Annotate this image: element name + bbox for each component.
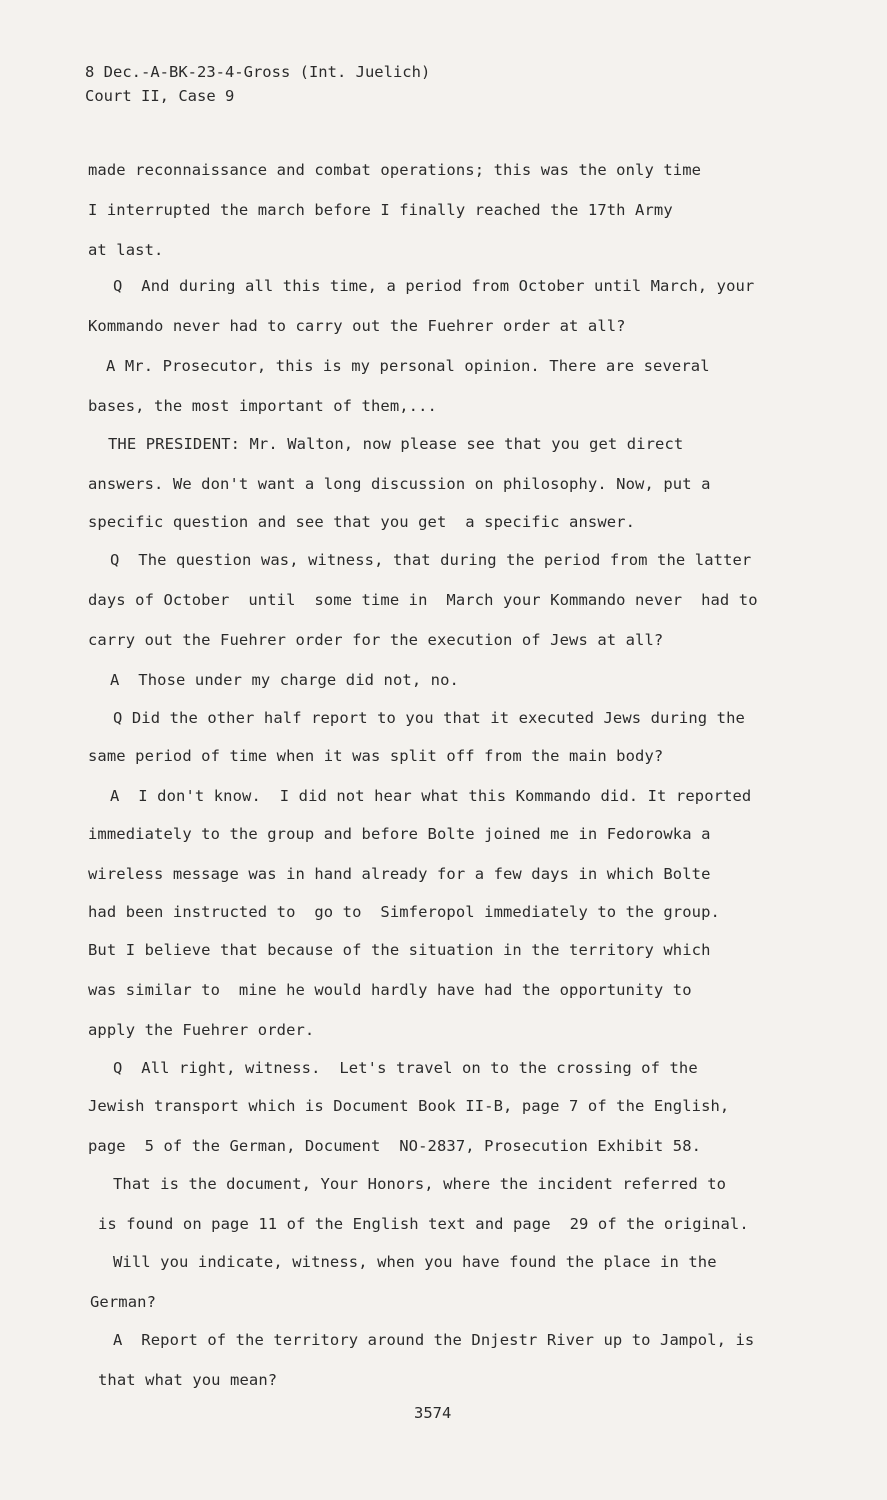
text-line: same period of time when it was split off from the main body?	[88, 747, 664, 765]
text-line: Will you indicate, witness, when you have found the place in the	[113, 1253, 717, 1271]
text-line: THE PRESIDENT: Mr. Walton, now please see that you get direct	[108, 435, 684, 453]
text-line: is found on page 11 of the English text and page 29 of the original.	[98, 1215, 749, 1233]
text-line: A I don't know. I did not hear what this Kommando did. It reported	[110, 787, 752, 805]
text-line: days of October until some time in March your Kommando never had to	[88, 591, 758, 609]
text-line: immediately to the group and before Bolte joined me in Fedorowka a	[88, 825, 711, 843]
text-line: answers. We don't want a long discussion on philosophy. Now, put a	[88, 475, 711, 493]
header-line-2: Court II, Case 9	[85, 87, 235, 105]
text-line: Jewish transport which is Document Book II-B, page 7 of the English,	[88, 1097, 730, 1115]
text-line: page 5 of the German, Document NO-2837, Prosecution Exhibit 58.	[88, 1137, 702, 1155]
text-line: at last.	[88, 241, 164, 259]
text-line: Q All right, witness. Let's travel on to the crossing of the	[113, 1059, 698, 1077]
text-line: bases, the most important of them,...	[88, 397, 437, 415]
text-line: carry out the Fuehrer order for the execution of Jews at all?	[88, 631, 664, 649]
text-line: But I believe that because of the situation in the territory which	[88, 941, 711, 959]
text-line: apply the Fuehrer order.	[88, 1021, 315, 1039]
text-line: A Those under my charge did not, no.	[110, 671, 459, 689]
text-line: specific question and see that you get a specific answer.	[88, 513, 636, 531]
text-line: A Mr. Prosecutor, this is my personal opinion. There are several	[106, 357, 710, 375]
text-line: wireless message was in hand already for a few days in which Bolte	[88, 865, 711, 883]
text-line: Q Did the other half report to you that it executed Jews during the	[113, 709, 745, 727]
text-line: was similar to mine he would hardly have had the opportunity to	[88, 981, 692, 999]
text-line: Q The question was, witness, that during the period from the latter	[110, 551, 752, 569]
header-line-1: 8 Dec.-A-BK-23-4-Gross (Int. Juelich)	[85, 63, 431, 81]
text-line: had been instructed to go to Simferopol immediately to the group.	[88, 903, 720, 921]
text-line: that what you mean?	[98, 1371, 278, 1389]
text-line: That is the document, Your Honors, where the incident referred to	[113, 1175, 727, 1193]
text-line: I interrupted the march before I finally reached the 17th Army	[88, 201, 673, 219]
text-line: made reconnaissance and combat operations; this was the only time	[88, 161, 702, 179]
text-line: A Report of the territory around the Dnjestr River up to Jampol, is	[113, 1331, 755, 1349]
text-line: Q And during all this time, a period from October until March, your	[113, 277, 755, 295]
page-number: 3574	[414, 1404, 452, 1422]
text-line: Kommando never had to carry out the Fuehrer order at all?	[88, 317, 626, 335]
document-header	[85, 60, 430, 108]
text-line: German?	[90, 1293, 157, 1311]
